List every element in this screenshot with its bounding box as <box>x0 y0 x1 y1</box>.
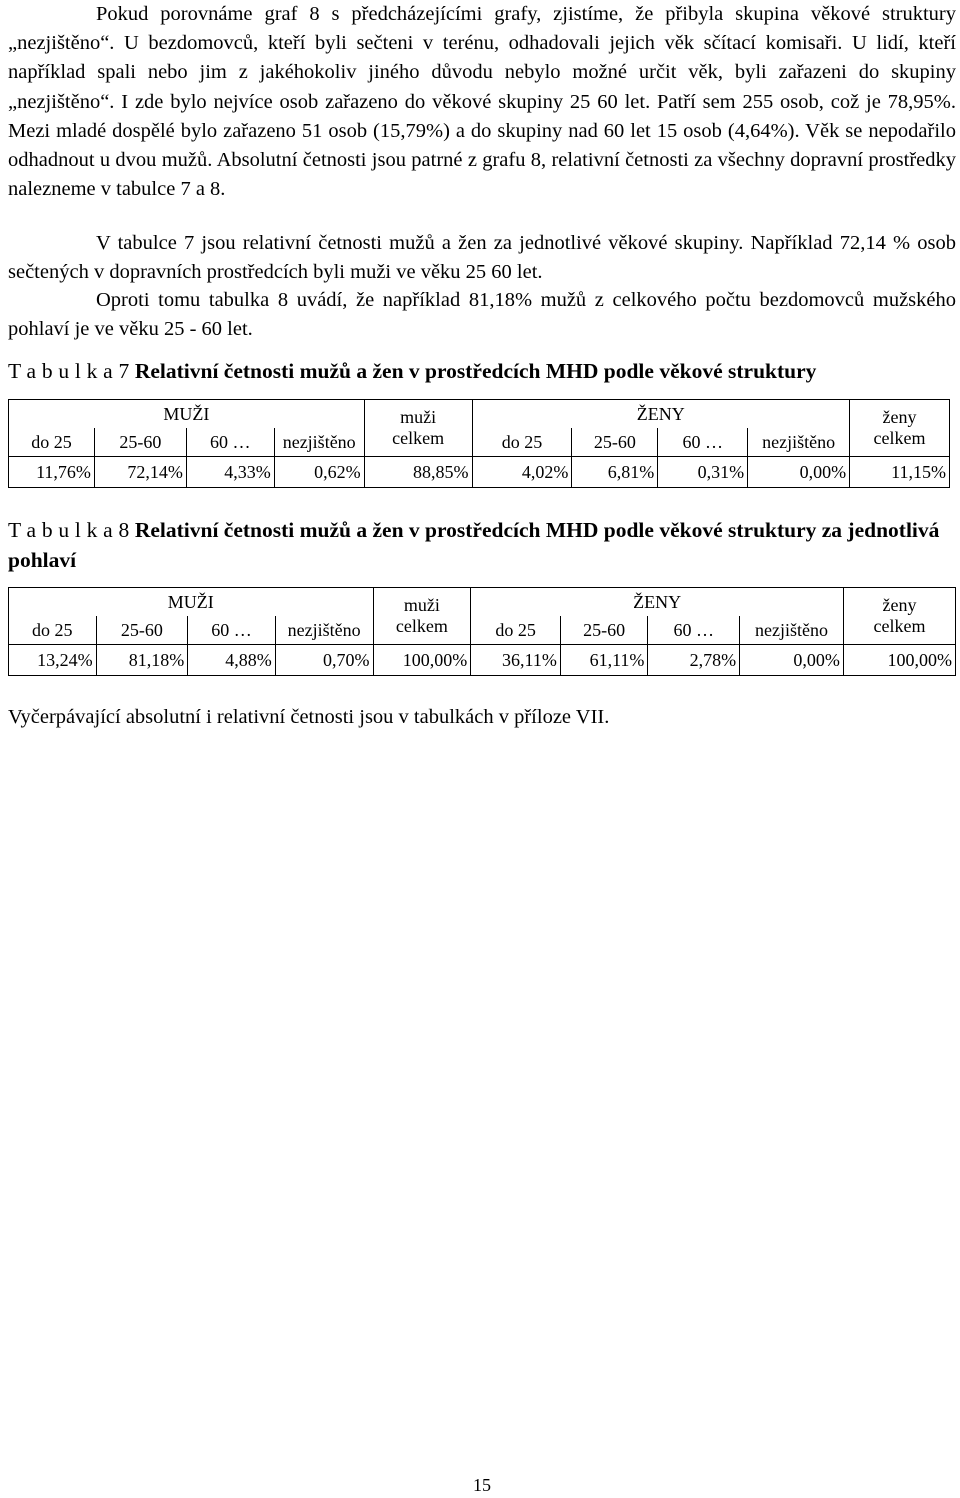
table8-caption-title: Relativní četnosti mužů a žen v prostředcích MHD podle věkové struktury za jednotlivá pohlaví <box>8 518 940 572</box>
table7-subheader-row <box>9 428 950 457</box>
table8-cell: 0,70% <box>275 645 373 676</box>
paragraph-text: Oproti tomu tabulka 8 uvádí, že například 81,18% mužů z celkového počtu bezdomovců mužského pohlaví je ve věku 25 - 60 let. <box>8 289 956 341</box>
page-number: 15 <box>473 1475 491 1495</box>
table8-cell: 100,00% <box>843 645 955 676</box>
table7-cell: 72,14% <box>94 457 186 488</box>
table7-total-men-bottom: celkem <box>364 428 472 457</box>
table7-cell: 6,81% <box>572 457 658 488</box>
table7-sub-men-unknown: nezjištěno <box>274 428 364 457</box>
table8-cell: 13,24% <box>9 645 97 676</box>
table7-cell: 88,85% <box>364 457 472 488</box>
table7-sub-women-unknown: nezjištěno <box>748 428 850 457</box>
table7-sub-women-under25: do 25 <box>472 428 572 457</box>
table7 <box>8 399 950 488</box>
table7-cell: 0,00% <box>748 457 850 488</box>
table7-cell: 11,15% <box>850 457 950 488</box>
table7-caption <box>8 356 956 386</box>
table7-sub-men-over60: 60 … <box>186 428 274 457</box>
table7-caption-lead: T a b u l k a 7 <box>8 359 130 383</box>
table7-sub-women-25-60: 25-60 <box>572 428 658 457</box>
table7-cell: 4,02% <box>472 457 572 488</box>
closing-sentence: Vyčerpávající absolutní i relativní četnosti jsou v tabulkách v příloze VII. <box>8 706 610 728</box>
table8-cell: 61,11% <box>560 645 648 676</box>
table8-caption <box>8 515 956 575</box>
table8-sub-men-over60: 60 … <box>188 616 276 645</box>
table8-total-men-bottom: celkem <box>373 616 471 645</box>
table7-group-row <box>9 400 950 429</box>
table7-caption-title: Relativní četnosti mužů a žen v prostředcích MHD podle věkové struktury <box>134 359 817 383</box>
paragraph-graph-comparison <box>8 0 956 204</box>
table7-cell: 4,33% <box>186 457 274 488</box>
table8-sub-women-unknown: nezjištěno <box>740 616 844 645</box>
paragraph-table8-intro <box>8 286 956 344</box>
paragraph-table7-intro <box>8 229 956 287</box>
table8-cell: 36,11% <box>471 645 561 676</box>
table7-total-women-top: ženy <box>850 400 950 429</box>
table8-group-women: ŽENY <box>471 588 844 617</box>
table8 <box>8 587 956 676</box>
table8-values-row <box>9 645 956 676</box>
table8-sub-women-25-60: 25-60 <box>560 616 648 645</box>
table8-group-men: MUŽI <box>9 588 374 617</box>
table7-group-men: MUŽI <box>9 400 365 429</box>
table8-cell: 2,78% <box>648 645 740 676</box>
table7-sub-men-25-60: 25-60 <box>94 428 186 457</box>
table7-total-men-top: muži <box>364 400 472 429</box>
table8-cell: 0,00% <box>740 645 844 676</box>
table8-group-row <box>9 588 956 617</box>
table8-cell: 100,00% <box>373 645 471 676</box>
paragraph-text: V tabulce 7 jsou relativní četnosti mužů a žen za jednotlivé věkové skupiny. Například 72,14 % osob sečtených v dopravních prostředcích byli muži ve věku 25 60 let. <box>8 232 956 284</box>
table7-cell: 0,31% <box>658 457 748 488</box>
table7-cell: 11,76% <box>9 457 95 488</box>
paragraph-text: Pokud porovnáme graf 8 s předcházejícími grafy, zjistíme, že přibyla skupina věkové struktury „nezjištěno“. U bezdomovců, kteří byli sečteni v terénu, odhadovali jejich věk sčítací komisaři. U lidí, kteří například spali nebo jim z jakéhokoliv jiného důvodu nebylo možné určit věk, byli zařazeni do skupiny „nezjištěno“. I zde bylo nejvíce osob zařazeno do věkové skupiny 25 60 let. Patří sem 255 osob, což je 78,95%. Mezi mladé dospělé bylo zařazeno 51 osob (15,79%) a do skupiny nad 60 let 15 osob (4,64%). Věk se nepodařilo odhadnout u dvou mužů. Absolutní četnosti jsou patrné z grafu 8, relativní četnosti za všechny dopravní prostředky nalezneme v tabulce 7 a 8. <box>8 3 956 201</box>
table7-sub-women-over60: 60 … <box>658 428 748 457</box>
table8-sub-women-over60: 60 … <box>648 616 740 645</box>
table8-sub-women-under25: do 25 <box>471 616 561 645</box>
table7-values-row <box>9 457 950 488</box>
table8-total-women-bottom: celkem <box>843 616 955 645</box>
table8-total-men-top: muži <box>373 588 471 617</box>
table8-sub-men-25-60: 25-60 <box>96 616 188 645</box>
table7-cell: 0,62% <box>274 457 364 488</box>
table7-group-women: ŽENY <box>472 400 850 429</box>
table7-total-women-bottom: celkem <box>850 428 950 457</box>
table8-sub-men-unknown: nezjištěno <box>275 616 373 645</box>
table7-sub-men-under25: do 25 <box>9 428 95 457</box>
table8-total-women-top: ženy <box>843 588 955 617</box>
table8-caption-lead: T a b u l k a 8 <box>8 518 130 542</box>
table8-subheader-row <box>9 616 956 645</box>
table8-sub-men-under25: do 25 <box>9 616 97 645</box>
table8-cell: 4,88% <box>188 645 276 676</box>
table8-cell: 81,18% <box>96 645 188 676</box>
